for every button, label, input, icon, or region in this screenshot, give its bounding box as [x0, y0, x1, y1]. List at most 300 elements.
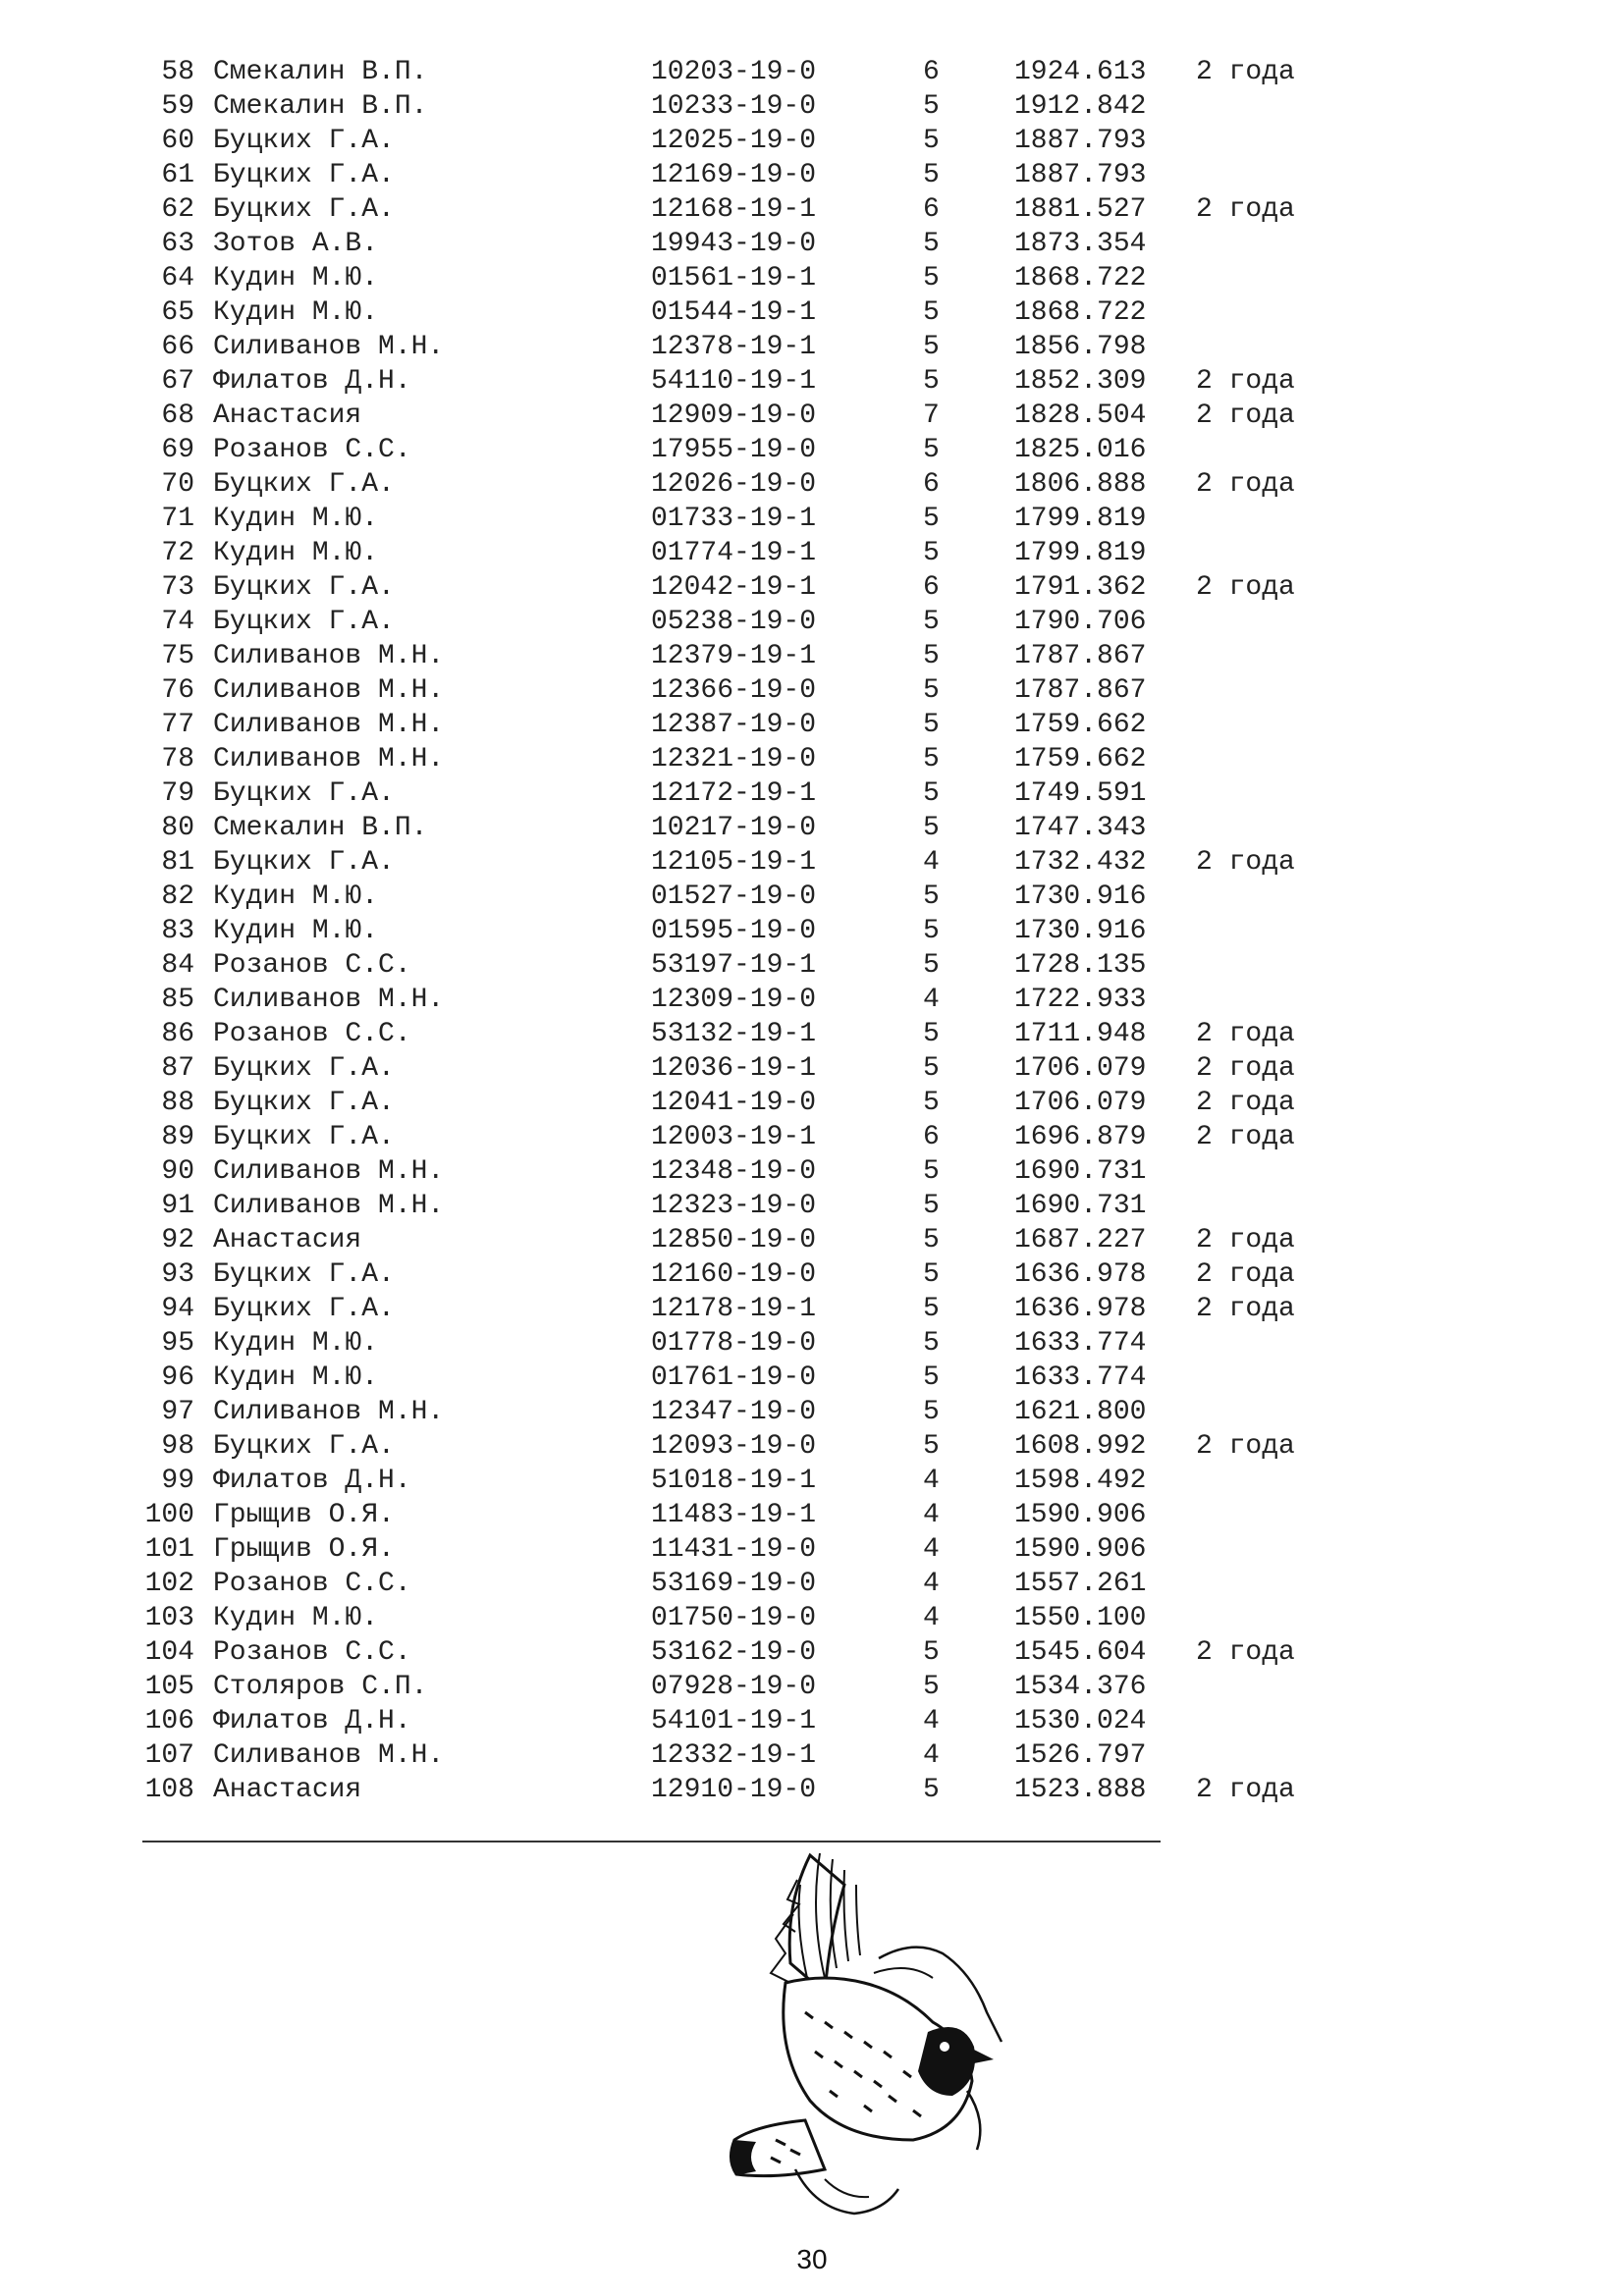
- score-value: 1557.261: [1014, 1569, 1147, 1599]
- table-row: [0, 1189, 1624, 1223]
- owner-name: Кудин М.Ю.: [213, 1603, 379, 1633]
- table-row: [0, 948, 1624, 983]
- flight-count: 4: [923, 1706, 940, 1736]
- score-value: 1633.774: [1014, 1362, 1147, 1393]
- row-number: 90: [161, 1156, 194, 1187]
- table-row: [0, 1464, 1624, 1498]
- owner-name: Кудин М.Ю.: [213, 504, 379, 534]
- owner-name: Розанов С.С.: [213, 1569, 411, 1599]
- flight-count: 5: [923, 332, 940, 362]
- ring-number: 12910-19-0: [651, 1775, 817, 1805]
- ring-number: 12379-19-1: [651, 641, 817, 671]
- note: 2 года: [1196, 1019, 1295, 1049]
- row-number: 85: [161, 985, 194, 1015]
- owner-name: Силиванов М.Н.: [213, 710, 445, 740]
- table-row: [0, 1670, 1624, 1704]
- score-value: 1799.819: [1014, 538, 1147, 568]
- score-value: 1912.842: [1014, 91, 1147, 122]
- ring-number: 12850-19-0: [651, 1225, 817, 1255]
- ring-number: 12323-19-0: [651, 1191, 817, 1221]
- table-row: [0, 639, 1624, 673]
- ring-number: 12378-19-1: [651, 332, 817, 362]
- table-row: [0, 89, 1624, 124]
- owner-name: Буцких Г.А.: [213, 1259, 395, 1290]
- flight-count: 5: [923, 744, 940, 774]
- table-row: [0, 776, 1624, 811]
- score-value: 1706.079: [1014, 1053, 1147, 1084]
- score-value: 1690.731: [1014, 1156, 1147, 1187]
- table-row: [0, 1738, 1624, 1773]
- table-row: [0, 880, 1624, 914]
- owner-name: Грыщив О.Я.: [213, 1534, 395, 1565]
- owner-name: Смекалин В.П.: [213, 813, 428, 843]
- row-number: 89: [161, 1122, 194, 1152]
- ring-number: 12309-19-0: [651, 985, 817, 1015]
- note: 2 года: [1196, 847, 1295, 878]
- flight-count: 6: [923, 469, 940, 500]
- table-row: [0, 983, 1624, 1017]
- score-value: 1706.079: [1014, 1088, 1147, 1118]
- row-number: 71: [161, 504, 194, 534]
- row-number: 67: [161, 366, 194, 397]
- flight-count: 4: [923, 1466, 940, 1496]
- row-number: 70: [161, 469, 194, 500]
- owner-name: Филатов Д.Н.: [213, 1706, 411, 1736]
- flight-count: 5: [923, 916, 940, 946]
- flight-count: 5: [923, 435, 940, 465]
- owner-name: Буцких Г.А.: [213, 1122, 395, 1152]
- row-number: 101: [144, 1534, 194, 1565]
- ring-number: 54101-19-1: [651, 1706, 817, 1736]
- owner-name: Силиванов М.Н.: [213, 1397, 445, 1427]
- row-number: 65: [161, 297, 194, 328]
- ring-number: 12366-19-0: [651, 675, 817, 706]
- score-value: 1924.613: [1014, 57, 1147, 87]
- table-row: [0, 1773, 1624, 1807]
- owner-name: Розанов С.С.: [213, 950, 411, 981]
- row-number: 103: [144, 1603, 194, 1633]
- ring-number: 19943-19-0: [651, 229, 817, 259]
- row-number: 108: [144, 1775, 194, 1805]
- flight-count: 5: [923, 297, 940, 328]
- ring-number: 11483-19-1: [651, 1500, 817, 1530]
- owner-name: Грыщив О.Я.: [213, 1500, 395, 1530]
- ring-number: 53162-19-0: [651, 1637, 817, 1668]
- table-row: [0, 570, 1624, 605]
- ring-number: 01527-19-0: [651, 881, 817, 912]
- table-row: [0, 1429, 1624, 1464]
- row-number: 79: [161, 778, 194, 809]
- note: 2 года: [1196, 1294, 1295, 1324]
- score-value: 1687.227: [1014, 1225, 1147, 1255]
- note: 2 года: [1196, 572, 1295, 603]
- score-value: 1806.888: [1014, 469, 1147, 500]
- table-row: [0, 364, 1624, 399]
- note: 2 года: [1196, 1637, 1295, 1668]
- owner-name: Буцких Г.А.: [213, 572, 395, 603]
- ring-number: 12168-19-1: [651, 194, 817, 225]
- flight-count: 5: [923, 160, 940, 190]
- owner-name: Буцких Г.А.: [213, 160, 395, 190]
- ring-number: 01761-19-0: [651, 1362, 817, 1393]
- table-row: [0, 1051, 1624, 1086]
- score-value: 1636.978: [1014, 1259, 1147, 1290]
- flight-count: 5: [923, 91, 940, 122]
- table-row: [0, 399, 1624, 433]
- ring-number: 12036-19-1: [651, 1053, 817, 1084]
- score-value: 1749.591: [1014, 778, 1147, 809]
- owner-name: Силиванов М.Н.: [213, 1740, 445, 1771]
- table-row: [0, 1704, 1624, 1738]
- note: 2 года: [1196, 1122, 1295, 1152]
- score-value: 1523.888: [1014, 1775, 1147, 1805]
- ring-number: 11431-19-0: [651, 1534, 817, 1565]
- flight-count: 5: [923, 881, 940, 912]
- ring-number: 12105-19-1: [651, 847, 817, 878]
- table-row: [0, 845, 1624, 880]
- row-number: 96: [161, 1362, 194, 1393]
- row-number: 106: [144, 1706, 194, 1736]
- row-number: 74: [161, 607, 194, 637]
- owner-name: Кудин М.Ю.: [213, 916, 379, 946]
- flight-count: 5: [923, 1362, 940, 1393]
- flight-count: 5: [923, 1191, 940, 1221]
- table-row: [0, 1635, 1624, 1670]
- score-value: 1550.100: [1014, 1603, 1147, 1633]
- table-row: [0, 1223, 1624, 1257]
- row-number: 72: [161, 538, 194, 568]
- owner-name: Анастасия: [213, 1775, 362, 1805]
- ring-number: 12003-19-1: [651, 1122, 817, 1152]
- score-value: 1526.797: [1014, 1740, 1147, 1771]
- ring-number: 12041-19-0: [651, 1088, 817, 1118]
- score-value: 1728.135: [1014, 950, 1147, 981]
- score-value: 1790.706: [1014, 607, 1147, 637]
- table-row: [0, 914, 1624, 948]
- flight-count: 4: [923, 847, 940, 878]
- table-row: [0, 1326, 1624, 1361]
- score-value: 1881.527: [1014, 194, 1147, 225]
- flight-count: 5: [923, 1431, 940, 1462]
- score-value: 1868.722: [1014, 297, 1147, 328]
- table-row: [0, 1154, 1624, 1189]
- ring-number: 12172-19-1: [651, 778, 817, 809]
- ring-number: 12025-19-0: [651, 126, 817, 156]
- table-row: [0, 536, 1624, 570]
- row-number: 59: [161, 91, 194, 122]
- table-row: [0, 158, 1624, 192]
- flight-count: 5: [923, 229, 940, 259]
- table-row: [0, 502, 1624, 536]
- flight-count: 5: [923, 950, 940, 981]
- flight-count: 4: [923, 1500, 940, 1530]
- score-value: 1887.793: [1014, 126, 1147, 156]
- flight-count: 5: [923, 1328, 940, 1359]
- note: 2 года: [1196, 366, 1295, 397]
- note: 2 года: [1196, 1775, 1295, 1805]
- flight-count: 4: [923, 1740, 940, 1771]
- ring-number: 10233-19-0: [651, 91, 817, 122]
- table-row: [0, 330, 1624, 364]
- owner-name: Филатов Д.Н.: [213, 1466, 411, 1496]
- score-value: 1799.819: [1014, 504, 1147, 534]
- score-value: 1747.343: [1014, 813, 1147, 843]
- score-value: 1545.604: [1014, 1637, 1147, 1668]
- owner-name: Кудин М.Ю.: [213, 538, 379, 568]
- row-number: 105: [144, 1672, 194, 1702]
- score-value: 1621.800: [1014, 1397, 1147, 1427]
- owner-name: Розанов С.С.: [213, 435, 411, 465]
- flight-count: 5: [923, 641, 940, 671]
- ring-number: 10203-19-0: [651, 57, 817, 87]
- owner-name: Силиванов М.Н.: [213, 1156, 445, 1187]
- score-value: 1759.662: [1014, 710, 1147, 740]
- score-value: 1530.024: [1014, 1706, 1147, 1736]
- table-row: [0, 1361, 1624, 1395]
- owner-name: Буцких Г.А.: [213, 1431, 395, 1462]
- table-row: [0, 1532, 1624, 1567]
- owner-name: Кудин М.Ю.: [213, 297, 379, 328]
- row-number: 84: [161, 950, 194, 981]
- row-number: 86: [161, 1019, 194, 1049]
- row-number: 97: [161, 1397, 194, 1427]
- flight-count: 5: [923, 607, 940, 637]
- row-number: 73: [161, 572, 194, 603]
- score-value: 1873.354: [1014, 229, 1147, 259]
- table-row: [0, 295, 1624, 330]
- score-value: 1887.793: [1014, 160, 1147, 190]
- row-number: 87: [161, 1053, 194, 1084]
- score-value: 1825.016: [1014, 435, 1147, 465]
- score-value: 1722.933: [1014, 985, 1147, 1015]
- flight-count: 5: [923, 813, 940, 843]
- score-value: 1590.906: [1014, 1534, 1147, 1565]
- table-row: [0, 673, 1624, 708]
- score-value: 1633.774: [1014, 1328, 1147, 1359]
- owner-name: Розанов С.С.: [213, 1637, 411, 1668]
- ring-number: 10217-19-0: [651, 813, 817, 843]
- flight-count: 6: [923, 1122, 940, 1152]
- owner-name: Силиванов М.Н.: [213, 1191, 445, 1221]
- row-number: 102: [144, 1569, 194, 1599]
- score-value: 1791.362: [1014, 572, 1147, 603]
- table-row: [0, 261, 1624, 295]
- score-value: 1856.798: [1014, 332, 1147, 362]
- score-value: 1852.309: [1014, 366, 1147, 397]
- flight-count: 5: [923, 1053, 940, 1084]
- score-value: 1730.916: [1014, 881, 1147, 912]
- table-row: [0, 227, 1624, 261]
- flight-count: 5: [923, 1156, 940, 1187]
- ring-number: 01750-19-0: [651, 1603, 817, 1633]
- score-value: 1590.906: [1014, 1500, 1147, 1530]
- flight-count: 4: [923, 1603, 940, 1633]
- table-row: [0, 1498, 1624, 1532]
- flight-count: 5: [923, 710, 940, 740]
- score-value: 1598.492: [1014, 1466, 1147, 1496]
- page-number: 30: [796, 2244, 828, 2274]
- row-number: 77: [161, 710, 194, 740]
- row-number: 69: [161, 435, 194, 465]
- flight-count: 5: [923, 1225, 940, 1255]
- row-number: 82: [161, 881, 194, 912]
- owner-name: Буцких Г.А.: [213, 847, 395, 878]
- owner-name: Кудин М.Ю.: [213, 263, 379, 294]
- table-row: [0, 433, 1624, 467]
- row-number: 76: [161, 675, 194, 706]
- flight-count: 5: [923, 263, 940, 294]
- row-number: 61: [161, 160, 194, 190]
- row-number: 91: [161, 1191, 194, 1221]
- note: 2 года: [1196, 1053, 1295, 1084]
- row-number: 81: [161, 847, 194, 878]
- flight-count: 5: [923, 366, 940, 397]
- ring-number: 12348-19-0: [651, 1156, 817, 1187]
- flight-count: 5: [923, 538, 940, 568]
- row-number: 95: [161, 1328, 194, 1359]
- score-value: 1732.432: [1014, 847, 1147, 878]
- ring-number: 51018-19-1: [651, 1466, 817, 1496]
- flight-count: 5: [923, 504, 940, 534]
- note: 2 года: [1196, 1431, 1295, 1462]
- row-number: 94: [161, 1294, 194, 1324]
- table-row: [0, 467, 1624, 502]
- score-value: 1636.978: [1014, 1294, 1147, 1324]
- row-number: 88: [161, 1088, 194, 1118]
- owner-name: Буцких Г.А.: [213, 126, 395, 156]
- owner-name: Силиванов М.Н.: [213, 332, 445, 362]
- ring-number: 01778-19-0: [651, 1328, 817, 1359]
- row-number: 63: [161, 229, 194, 259]
- flight-count: 5: [923, 1397, 940, 1427]
- ring-number: 53169-19-0: [651, 1569, 817, 1599]
- ring-number: 17955-19-0: [651, 435, 817, 465]
- table-row: [0, 1017, 1624, 1051]
- owner-name: Кудин М.Ю.: [213, 881, 379, 912]
- score-value: 1730.916: [1014, 916, 1147, 946]
- flight-count: 5: [923, 1672, 940, 1702]
- table-row: [0, 55, 1624, 89]
- ring-number: 12178-19-1: [651, 1294, 817, 1324]
- pigeon-in-hand-illustration: [717, 1845, 1011, 2228]
- separator-line: [142, 1841, 1161, 1842]
- table-row: [0, 708, 1624, 742]
- table-row: [0, 1120, 1624, 1154]
- table-row: [0, 1292, 1624, 1326]
- owner-name: Силиванов М.Н.: [213, 985, 445, 1015]
- ring-number: 12042-19-1: [651, 572, 817, 603]
- results-list: [0, 55, 1624, 1807]
- table-row: [0, 1601, 1624, 1635]
- row-number: 93: [161, 1259, 194, 1290]
- ring-number: 12387-19-0: [651, 710, 817, 740]
- owner-name: Анастасия: [213, 1225, 362, 1255]
- row-number: 68: [161, 400, 194, 431]
- ring-number: 12093-19-0: [651, 1431, 817, 1462]
- ring-number: 53197-19-1: [651, 950, 817, 981]
- table-row: [0, 1257, 1624, 1292]
- score-value: 1787.867: [1014, 675, 1147, 706]
- owner-name: Зотов А.В.: [213, 229, 379, 259]
- score-value: 1696.879: [1014, 1122, 1147, 1152]
- flight-count: 5: [923, 778, 940, 809]
- row-number: 78: [161, 744, 194, 774]
- owner-name: Кудин М.Ю.: [213, 1328, 379, 1359]
- ring-number: 01774-19-1: [651, 538, 817, 568]
- ring-number: 07928-19-0: [651, 1672, 817, 1702]
- ring-number: 12347-19-0: [651, 1397, 817, 1427]
- flight-count: 5: [923, 1088, 940, 1118]
- owner-name: Кудин М.Ю.: [213, 1362, 379, 1393]
- owner-name: Силиванов М.Н.: [213, 675, 445, 706]
- table-row: [0, 192, 1624, 227]
- owner-name: Розанов С.С.: [213, 1019, 411, 1049]
- table-row: [0, 124, 1624, 158]
- table-row: [0, 1395, 1624, 1429]
- score-value: 1828.504: [1014, 400, 1147, 431]
- table-row: [0, 811, 1624, 845]
- table-row: [0, 1567, 1624, 1601]
- row-number: 80: [161, 813, 194, 843]
- flight-count: 5: [923, 1775, 940, 1805]
- flight-count: 4: [923, 1569, 940, 1599]
- score-value: 1868.722: [1014, 263, 1147, 294]
- flight-count: 4: [923, 1534, 940, 1565]
- owner-name: Буцких Г.А.: [213, 469, 395, 500]
- note: 2 года: [1196, 400, 1295, 431]
- row-number: 104: [144, 1637, 194, 1668]
- ring-number: 01733-19-1: [651, 504, 817, 534]
- note: 2 года: [1196, 194, 1295, 225]
- owner-name: Силиванов М.Н.: [213, 744, 445, 774]
- owner-name: Филатов Д.Н.: [213, 366, 411, 397]
- row-number: 64: [161, 263, 194, 294]
- owner-name: Анастасия: [213, 400, 362, 431]
- row-number: 98: [161, 1431, 194, 1462]
- ring-number: 05238-19-0: [651, 607, 817, 637]
- ring-number: 54110-19-1: [651, 366, 817, 397]
- flight-count: 5: [923, 1637, 940, 1668]
- row-number: 83: [161, 916, 194, 946]
- table-row: [0, 605, 1624, 639]
- flight-count: 6: [923, 572, 940, 603]
- table-row: [0, 742, 1624, 776]
- flight-count: 6: [923, 194, 940, 225]
- ring-number: 12026-19-0: [651, 469, 817, 500]
- owner-name: Буцких Г.А.: [213, 1294, 395, 1324]
- row-number: 66: [161, 332, 194, 362]
- owner-name: Буцких Г.А.: [213, 1088, 395, 1118]
- score-value: 1608.992: [1014, 1431, 1147, 1462]
- ring-number: 12321-19-0: [651, 744, 817, 774]
- ring-number: 01544-19-1: [651, 297, 817, 328]
- ring-number: 53132-19-1: [651, 1019, 817, 1049]
- score-value: 1690.731: [1014, 1191, 1147, 1221]
- note: 2 года: [1196, 1088, 1295, 1118]
- row-number: 58: [161, 57, 194, 87]
- note: 2 года: [1196, 469, 1295, 500]
- row-number: 100: [144, 1500, 194, 1530]
- ring-number: 12169-19-0: [651, 160, 817, 190]
- table-row: [0, 1086, 1624, 1120]
- note: 2 года: [1196, 1259, 1295, 1290]
- row-number: 62: [161, 194, 194, 225]
- score-value: 1787.867: [1014, 641, 1147, 671]
- ring-number: 12332-19-1: [651, 1740, 817, 1771]
- owner-name: Столяров С.П.: [213, 1672, 428, 1702]
- row-number: 60: [161, 126, 194, 156]
- flight-count: 5: [923, 1259, 940, 1290]
